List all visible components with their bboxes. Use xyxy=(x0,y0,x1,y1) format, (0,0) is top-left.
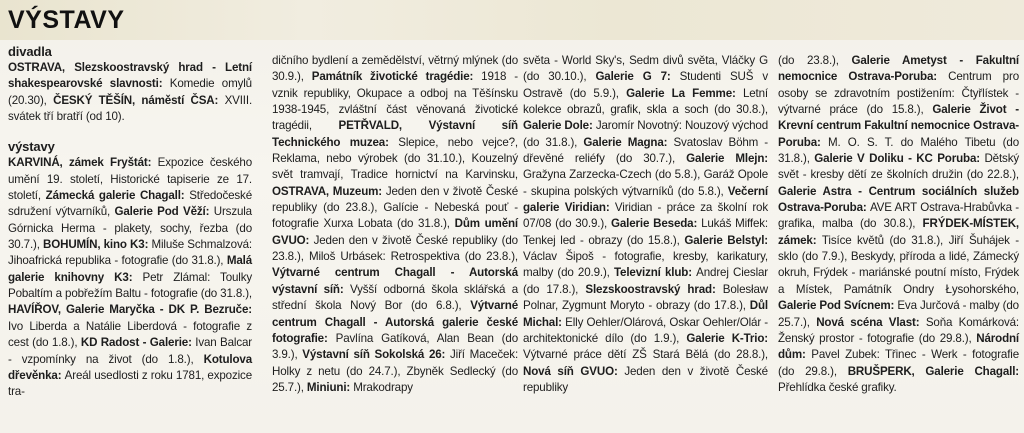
column-4 xyxy=(778,53,1019,396)
venue-name: Výtvarné centrum Chagall - Autorská výstavní síň: xyxy=(272,266,518,296)
listing-text: Pavlína Gatíková, Alan Bean (do 3.9.), xyxy=(272,331,518,362)
listing-text: Jeden den v životě České republiky (do 23.8.), Miloš Urbásek: Retrospektiva (do 23.8.), xyxy=(272,233,518,264)
venue-name: BRUŠPERK, Galerie Chagall: xyxy=(847,364,1019,378)
listing-text: Středočeské sdružení výtvarníků, xyxy=(8,189,252,219)
listing-text: Lukáš Miffek: Tenkej led - obrazy (do 15.8.), xyxy=(523,217,768,247)
listing-text: M. O. S. T. do Malého Tibetu (do 31.8.), xyxy=(778,135,1019,166)
text-vystavy xyxy=(8,155,252,400)
listing-text: Václav Šipoš - fotografie, kresby, karikatury, malby (do 20.9.), xyxy=(523,250,768,280)
venue-name: Večerní galerie Viridian: xyxy=(523,184,768,215)
venue-name: HAVÍŘOV, Galerie Maryčka - DK P. Bezruče: xyxy=(8,303,252,317)
venue-name: KD Radost - Galerie: xyxy=(80,336,196,350)
listing-text: Centrum pro osoby se zdravotním postižením: Čtyřlístek - výtvarné práce (do 15.8.), xyxy=(778,70,1019,117)
venue-name: Nová síň GVUO: xyxy=(523,364,625,378)
venue-name: Galerie Pod Svícnem: xyxy=(778,299,898,313)
listing-text: Komedie omylů (20.30), xyxy=(8,77,252,107)
listing-text: Výtvarné práce dětí ZŠ Stará Bělá (do 28.8.), xyxy=(523,348,768,362)
listing-text: (do 23.8.), xyxy=(778,54,852,67)
venue-name: Televizní klub: xyxy=(613,266,697,280)
listing-text: Areál usedlosti z roku 1781, expozice tra- xyxy=(8,368,252,399)
venue-name: KARVINÁ, zámek Fryštát: xyxy=(8,156,158,170)
column-2 xyxy=(272,53,518,396)
venue-name: Galerie Pod Věží: xyxy=(114,205,214,219)
venue-name: Slezskoostravský hrad: xyxy=(585,282,723,296)
listing-text: Slepice, nebo vejce?, Reklama, nebo výrobek (do 31.10.), Kouzelný svět tramvají, Tradice hornictví na Karvinsku, xyxy=(272,135,518,182)
listing-text: Svatoslav Böhm - dřevěné reliéfy (do 30.7.), xyxy=(523,135,768,166)
listing-text: Pavel Zubek: Třinec - Werk - fotografie (do 29.8.), xyxy=(778,348,1019,378)
venue-name: OSTRAVA, Muzeum: xyxy=(272,184,386,198)
section-title: VÝSTAVY xyxy=(8,6,125,34)
listing-text: Ivan Balcar - vzpomínky na život (do 1.8.), xyxy=(8,336,252,366)
venue-name: Výstavní síň Sokolská 26: xyxy=(302,348,451,362)
venue-name: FRÝDEK-MÍSTEK, zámek: xyxy=(778,217,1019,247)
listing-text: Petr Zlámal: Toulky Pobaltím a pobřežím Baltu - fotografie (do 31.8.), xyxy=(8,270,253,301)
venue-name: Památník životické tragédie: xyxy=(311,70,482,84)
heading-divadla: divadla xyxy=(8,44,52,59)
venue-name: Galerie Ametyst - Fakultní nemocnice Ostrava-Poruba: xyxy=(778,54,1019,84)
venue-name: Galerie Život - Krevní centrum Fakultní nemocnice Ostrava-Poruba: xyxy=(778,103,1019,149)
venue-name: Galerie Astra - Centrum sociálních služeb Ostrava-Poruba: xyxy=(778,184,1019,215)
venue-name: Galerie Mlejn: xyxy=(686,152,768,166)
listing-text: Expozice českého umění 19. století, Historické tapiserie ze 17. století, xyxy=(8,156,252,203)
venue-name: Nová scéna Vlast: xyxy=(816,315,926,329)
venue-name: Malá galerie knihovny K3: xyxy=(8,254,252,284)
listing-text: XVIII. svátek tří bratří (od 10). xyxy=(8,93,253,124)
listing-text: Dětský svět - kresby dětí ze školních družin (do 22.8.), xyxy=(778,152,1019,182)
venue-name: Galerie G 7: xyxy=(595,70,680,84)
listing-text: Soňa Komárková: Ženský prostor - fotografie (do 29.8.), xyxy=(778,315,1020,345)
venue-name: Galerie Beseda: xyxy=(611,217,702,231)
listing-text: Mrakodrapy xyxy=(353,380,413,394)
listing-text: Viridian - práce za školní rok 07/08 (do 30.9.), xyxy=(523,201,768,231)
column-3 xyxy=(523,53,768,396)
text-divadla xyxy=(8,60,252,125)
listing-text: Urszula Górnicka Herma - plakety, sochy, řezba (do 30.7.), xyxy=(8,205,252,252)
heading-vystavy: výstavy xyxy=(8,139,55,155)
venue-name: Kotulova dřevěnka: xyxy=(8,352,252,382)
listing-text: Letní kolekce obrazů, grafik, skla a soch (do 30.8.), xyxy=(523,86,768,117)
listing-text: Tisíce květů (do 31.8.), Jiří Šuhájek - sklo (do 7.9.), Beskydy, příroda a lidé, Zámecký okruh, Frýdek - mariánské poutní místo, Frýdek a Místek, Památník Ondry Łysohorského, xyxy=(778,233,1020,296)
listing-text: 1918 - vznik republiky, Okupace a odboj na Těšínsku 1938-1945, zvláštní část věnovaná životické tragédii, xyxy=(272,70,518,133)
listing-text: Jiří Maceček: Holky z netu (do 24.7.), Zbyněk Sedlecký (do 25.7.), xyxy=(272,348,519,394)
venue-name: Galerie Belstyl: xyxy=(684,233,768,247)
listing-text: Jeden den v životě České republiky (do 23.8.), Galície - Nebeská pouť - fotografie Xurxa Lobata (do 31.8.), xyxy=(272,184,519,231)
listing-text: Eva Jurčová - malby (do 25.7.), xyxy=(778,299,1019,329)
venue-name: Miniuni: xyxy=(306,380,354,394)
venue-name: Galerie La Femme: xyxy=(626,86,743,100)
venue-name: Výtvarné centrum Chagall - Autorská galerie české fotografie: xyxy=(272,299,518,345)
venue-name: Galerie K-Trio: xyxy=(686,331,768,345)
listing-text: Jeden den v životě České republiky xyxy=(523,364,768,394)
venue-name: BOHUMÍN, kino K3: xyxy=(43,238,152,252)
venue-name: Galerie Magna: xyxy=(583,135,674,149)
listing-text: Ivo Liberda a Natálie Liberdová - fotografie z cest (do 1.8.), xyxy=(8,319,252,350)
column-1 xyxy=(8,44,252,401)
venue-name: ČESKÝ TĚŠÍN, náměstí ČSA: xyxy=(53,93,225,107)
venue-name: PETŘVALD, Výstavní síň Technického muzea: xyxy=(272,119,518,149)
venue-name: Dům umění GVUO: xyxy=(272,217,519,247)
listing-text: Miluše Schmalzová: Jihoafrická republika - fotografie (do 31.8.), xyxy=(8,238,252,268)
listing-text: Přehlídka české grafiky. xyxy=(778,380,897,394)
listing-text: dičního bydlení a zemědělství, větrný mlýnek (do 30.9.), xyxy=(272,54,518,84)
listing-text: Vyšší odborná škola sklářská a střední škola Nový Bor (do 6.8.), xyxy=(272,282,518,313)
venue-name: Zámecká galerie Chagall: xyxy=(45,189,190,203)
listing-text: Andrej Cieslar (do 17.8.), xyxy=(523,266,769,296)
venue-name: Galerie V Doliku - KC Poruba: xyxy=(814,152,985,166)
listing-text: Gražyna Zarzecka-Czech (do 5.8.), Garáž Opole - skupina polských výtvarníků (do 5.8.), xyxy=(523,168,768,198)
listing-text: AVE ART Ostrava-Hrabůvka - grafika, malba (do 30.8.), xyxy=(778,201,1019,231)
listing-text: Bolesław Polnar, Zygmunt Moryto - obrazy (do 17.8.), xyxy=(523,282,768,313)
venue-name: Galerie Dole: xyxy=(523,119,596,133)
listing-text: světa - World Sky's, Sedm divů světa, Vláčky G (do 30.10.), xyxy=(523,54,768,84)
title-bar xyxy=(0,0,1024,40)
listing-text: Elly Oehler/Olárová, Oskar Oehler/Olár - architektonické dílo (do 1.9.), xyxy=(523,315,768,345)
listing-text: Jaromír Novotný: Nouzový východ (do 31.8.), xyxy=(523,119,768,149)
venue-name: OSTRAVA, Slezskoostravský hrad - Letní shakespearovské slavnosti: xyxy=(8,61,252,91)
venue-name: Důl Michal: xyxy=(523,299,768,329)
venue-name: Národní dům: xyxy=(778,331,1019,362)
listing-text: Studenti SUŠ v Ostravě (do 5.9.), xyxy=(523,70,768,100)
